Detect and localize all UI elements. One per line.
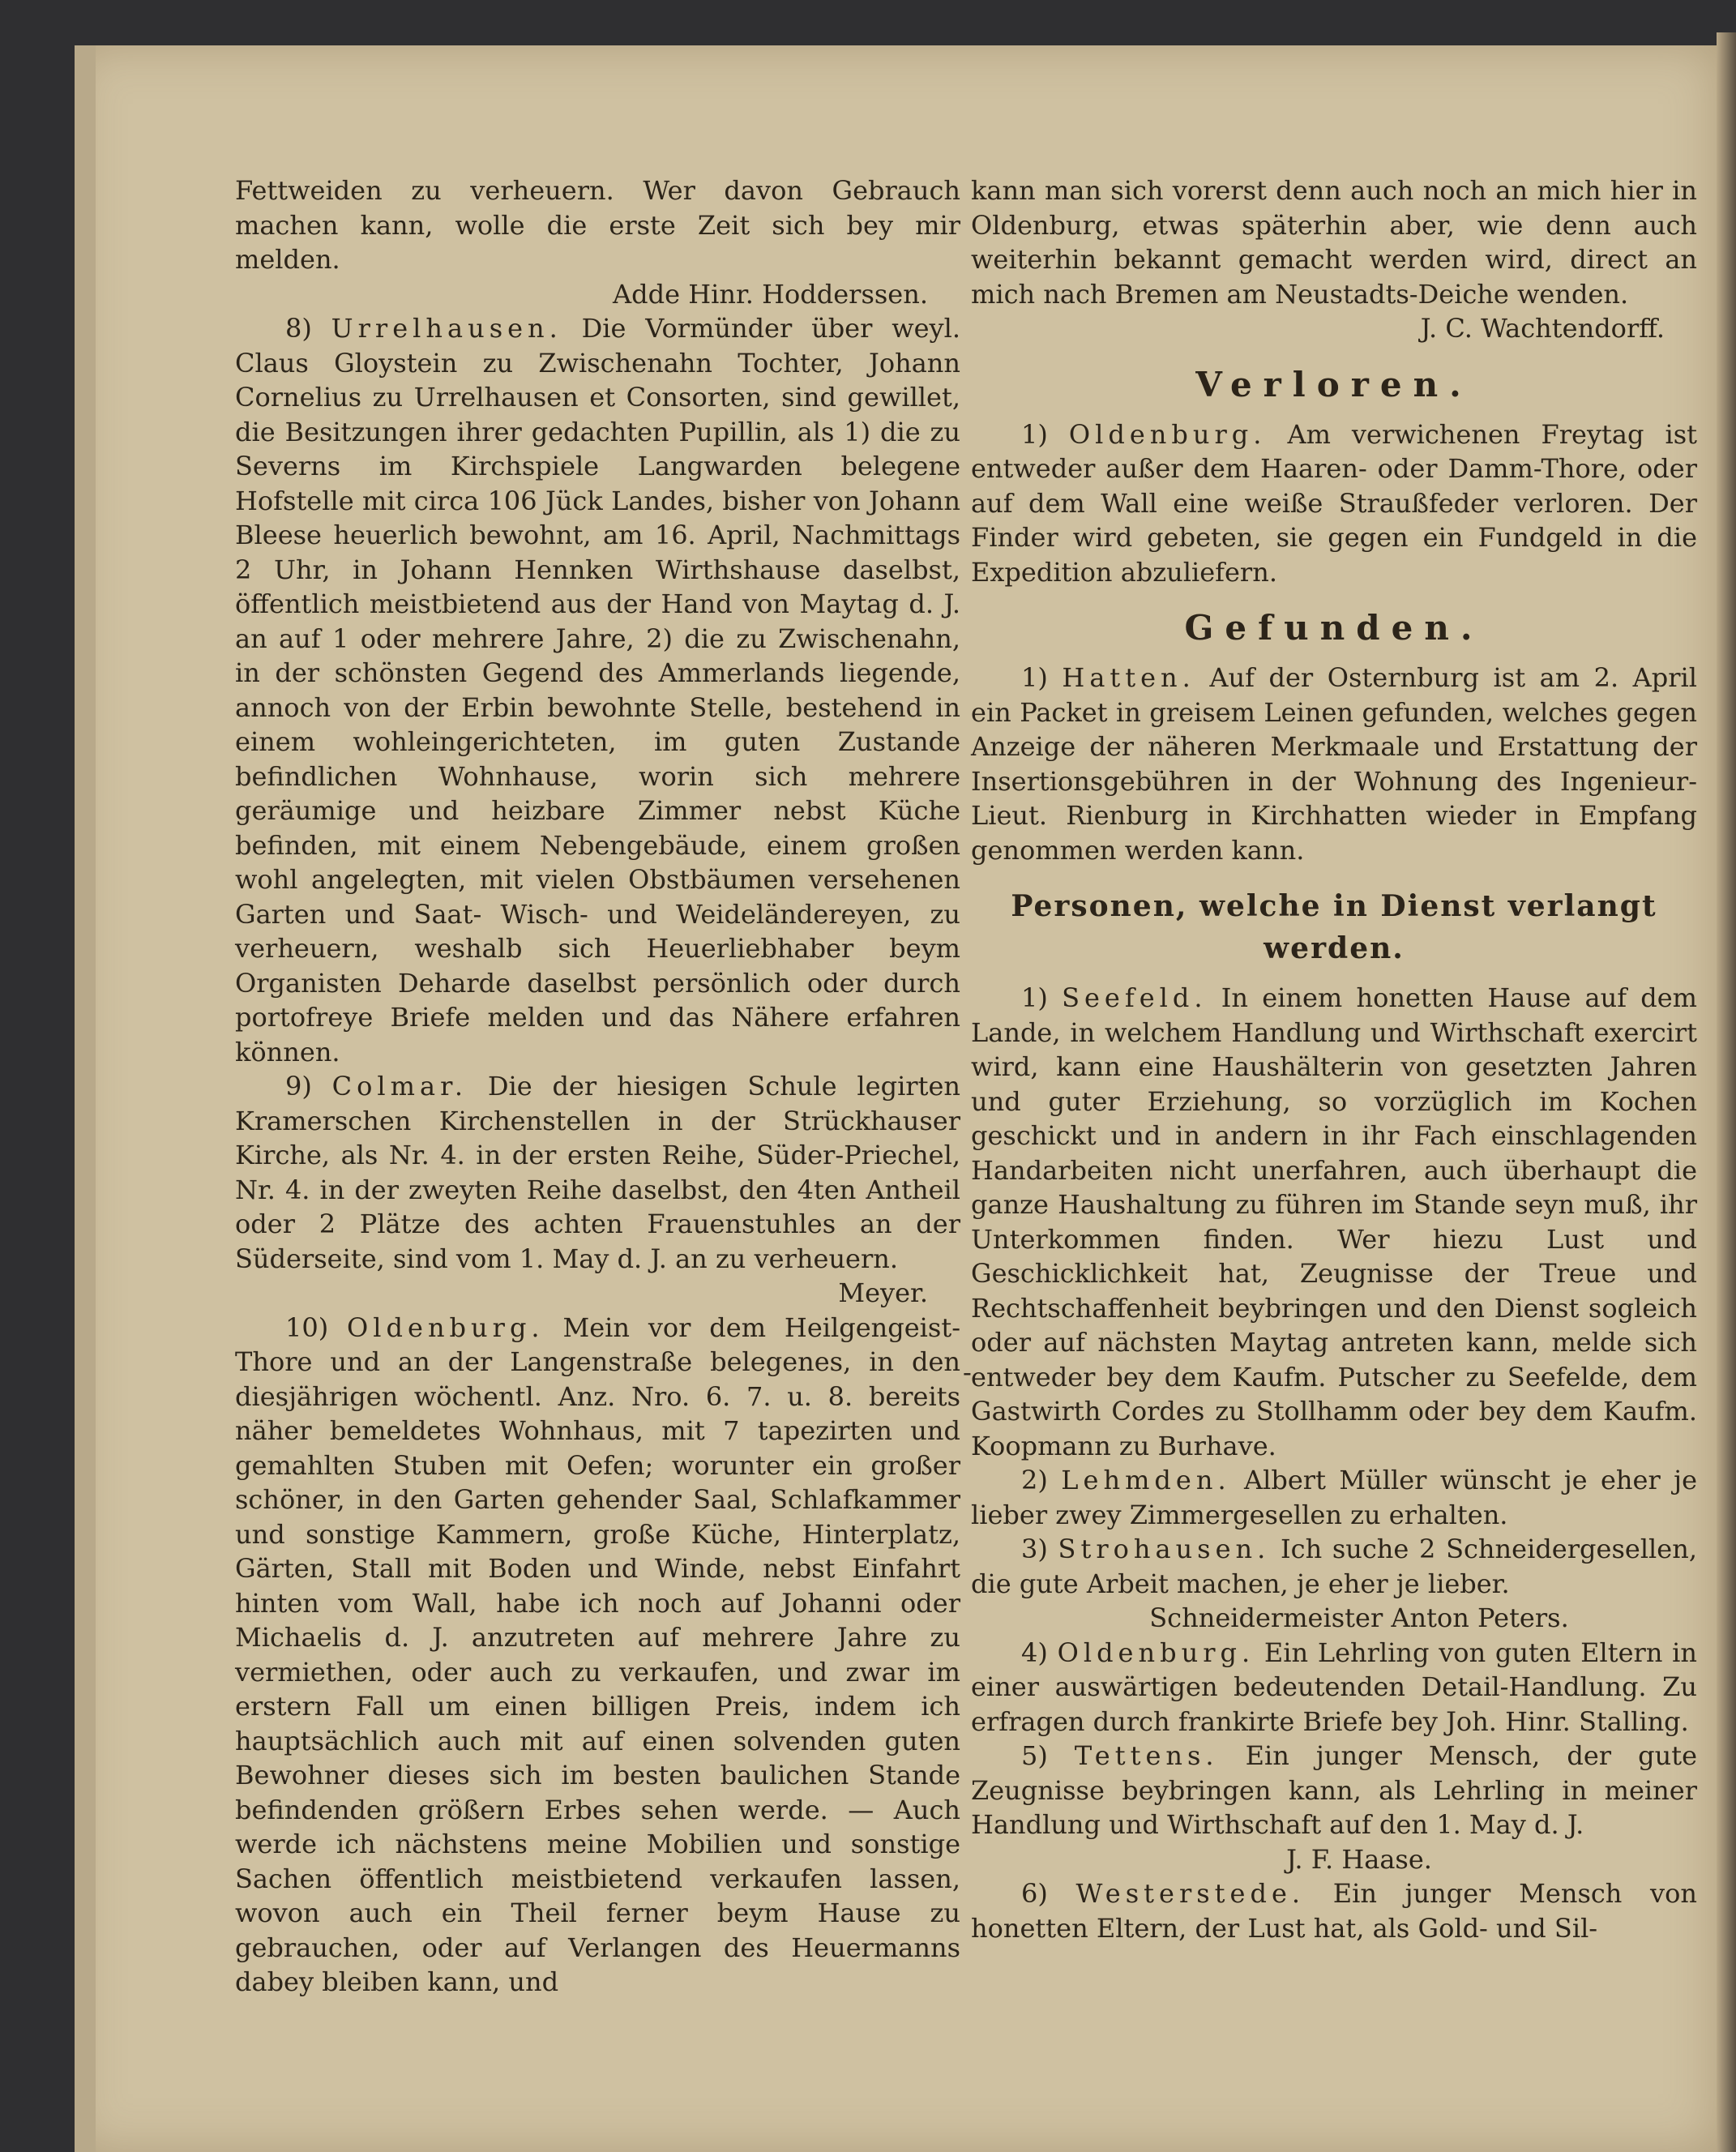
paragraph-text: Die Vormünder über weyl. Claus Gloystein zu Zwischenahn Tochter, Johann Cornelius zu Urrelhausen et Consorten, sind gewillet, die Besitzungen ihrer gedachten Pupillin, als 1) die zu Severns im Kirchspiele Langwarden belegene Hofstelle mit circa 106 Jück Landes, bisher von Johann Bleese heuerlich bewohnt, am 16. April, Nachmittags 2 Uhr, in Johann Hennken Wirthshause daselbst, öffentlich meistbietend aus der Hand von Maytag d. J. an auf 1 oder mehrere Jahre, 2) die zu Zwischenahn, in der schönsten Gegend des Ammerlands liegende, annoch von der Erbin bewohnte Stelle, bestehend in einem wohleingerichteten, im guten Zustande befindlichen Wohnhause, worin sich mehrere geräumige und heizbare Zimmer nebst Küche befinden, mit einem Nebengebäude, einem großen wohl angelegten, mit vielen Obstbäumen versehenen Garten und Saat- Wisch- und Weideländereyen, zu verheuern, weshalb sich Heuerliebhaber beym Organisten Deharde daselbst persönlich oder durch portofreye Briefe melden und das Nähere erfahren können. xyxy=(235,313,961,1067)
paragraph-text: Die der hiesigen Schule legirten Kramerschen Kirchenstellen in der Strückhauser Kirche, als Nr. 4. in der ersten Reihe, Süder-Priechel, Nr. 4. in der zweyten Reihe daselbst, den 4ten Antheil oder 2 Plätze des achten Frauenstuhles an der Süderseite, sind vom 1. May d. J. an zu verheuern. xyxy=(235,1071,961,1274)
signature: J. C. Wachtendorff. xyxy=(1420,313,1665,344)
paragraph xyxy=(971,1636,1697,1739)
place-name: Colmar. xyxy=(331,1071,468,1102)
item-number: 9) xyxy=(285,1071,312,1102)
paragraph xyxy=(971,1463,1697,1532)
paragraph xyxy=(971,1876,1697,1945)
place-name: Strohausen. xyxy=(1058,1534,1271,1564)
paragraph-text: Ein junger Mensch von honetten Eltern, der Lust hat, als Gold- und Sil- xyxy=(971,1878,1698,1944)
book-gutter xyxy=(1717,32,1736,2152)
page-edge xyxy=(75,45,96,2152)
item-number: 1) xyxy=(1021,982,1048,1013)
item-number: 5) xyxy=(1021,1740,1048,1771)
paragraph-text: Mein vor dem Heilgengeist-Thore und an der Langenstraße belegenes, in den diesjährigen wöchentl. Anz. Nro. 6. 7. u. 8. bereits näher bemeldetes Wohnhaus, mit 7 tapezirten und gemahlten Stuben mit Oefen; worunter ein großer schöner, in den Garten gehender Saal, Schlafkammer und sonstige Kammern, große Küche, Hinterplatz, Gärten, Stall mit Boden und Winde, nebst Einfahrt hinten vom Wall, habe ich noch auf Johanni oder Michaelis d. J. anzutreten auf mehrere Jahre zu vermiethen, oder auch zu verkaufen, und zwar im erstern Fall um einen billigen Preis, indem ich hauptsächlich auch mit auf einen solvenden guten Bewohner dieses sich im besten baulichen Stande befindenden größern Erbes sehen werde. — Auch werde ich nächstens meine Mobilien und sonstige Sachen öffentlich meistbietend verkaufen lassen, wovon auch ein Theil ferner beym Hause zu gebrauchen, oder auf Verlangen des Heuermanns dabey bleiben kann, und xyxy=(235,1311,961,1997)
item-number: 2) xyxy=(1021,1465,1048,1495)
place-name: Hatten. xyxy=(1062,662,1195,693)
item-number: 1) xyxy=(1021,662,1048,693)
item-number: 8) xyxy=(285,313,312,344)
right-column xyxy=(971,173,1697,1945)
paragraph xyxy=(235,173,960,311)
paragraph xyxy=(235,1311,960,2000)
place-name: Oldenburg. xyxy=(1057,1636,1255,1668)
place-name: Lehmden. xyxy=(1061,1465,1231,1495)
paragraph-text: Auf der Osternburg ist am 2. April ein Packet in greisem Leinen gefunden, welches gegen Anzeige der näheren Merkmaale und Erstattung der Insertionsgebühren in der Wohnung des Ingenieur-Lieut. Rienburg in Kirchhatten wieder in Empfang genommen werden kann. xyxy=(971,662,1698,866)
paragraph xyxy=(971,1532,1697,1636)
paragraph xyxy=(971,661,1697,867)
section-heading-found: Gefunden. xyxy=(1184,608,1484,648)
place-name: Oldenburg. xyxy=(347,1311,545,1343)
paragraph xyxy=(235,311,960,1069)
paragraph xyxy=(971,173,1697,346)
section-heading-service: Personen, welche in Dienst verlangt werden. xyxy=(1011,889,1657,965)
place-name: Tettens. xyxy=(1074,1740,1219,1771)
item-number: 4) xyxy=(1021,1636,1048,1668)
place-name: Urrelhausen. xyxy=(331,313,562,344)
paragraph xyxy=(235,1069,960,1311)
paragraph-text: Fettweiden zu verheuern. Wer davon Gebrauch machen kann, wolle die erste Zeit sich bey mir melden. xyxy=(235,175,960,275)
item-number: 6) xyxy=(1021,1878,1048,1909)
paragraph-text: Ich suche 2 Schneidergesellen, die gute Arbeit machen, je eher je lieber. xyxy=(971,1534,1698,1599)
signature: Schneidermeister Anton Peters. xyxy=(1149,1602,1569,1633)
paragraph-text: kann man sich vorerst denn auch noch an mich hier in Oldenburg, etwas späterhin aber, wie denn auch weiterhin bekannt gemacht werden wird, direct an mich nach Bremen am Neustadts-Deiche wenden. xyxy=(971,175,1697,310)
signature: Meyer. xyxy=(838,1277,928,1308)
place-name: Westerstede. xyxy=(1075,1878,1306,1909)
paragraph-text: Albert Müller wünscht je eher je lieber zwey Zimmergesellen zu erhalten. xyxy=(971,1465,1698,1530)
hyphen-mark: - xyxy=(963,1357,972,1388)
paragraph xyxy=(971,981,1697,1463)
signature: Adde Hinr. Hodderssen. xyxy=(613,278,928,310)
item-number: 10) xyxy=(285,1311,329,1343)
place-name: Seefeld. xyxy=(1062,982,1208,1013)
item-number: 3) xyxy=(1021,1534,1048,1564)
section-heading-lost: Verloren. xyxy=(1195,364,1473,404)
paragraph-text: Ein junger Mensch, der gute Zeugnisse beybringen kann, als Lehrling in meiner Handlung und Wirthschaft auf den 1. May d. J. xyxy=(971,1740,1698,1840)
paragraph-text: Am verwichenen Freytag ist entweder außer dem Haaren- oder Damm-Thore, oder auf dem Wall eine weiße Straußfeder verloren. Der Finder wird gebeten, sie gegen ein Fundgeld in die Expedition abzuliefern. xyxy=(971,418,1698,588)
paragraph xyxy=(971,417,1697,590)
left-column xyxy=(235,173,960,2000)
paragraph-text: Ein Lehrling von guten Eltern in einer auswärtigen bedeutenden Detail-Handlung. Zu erfragen durch frankirte Briefe bey Joh. Hinr. Stalling. xyxy=(971,1636,1698,1737)
place-name: Oldenburg. xyxy=(1068,418,1267,450)
signature: J. F. Haase. xyxy=(1286,1843,1432,1875)
paragraph xyxy=(971,1739,1697,1876)
item-number: 1) xyxy=(1021,418,1048,450)
paragraph-text: In einem honetten Hause auf dem Lande, in welchem Handlung und Wirthschaft exercirt wird, kann eine Haushälterin von gesetzten Jahren und guter Erziehung, so vorzüglich im Kochen geschickt und in andern in ihr Fach einschlagenden Handarbeiten nicht unerfahren, auch überhaupt die ganze Haushaltung zu führen im Stande seyn muß, ihr Unterkommen finden. Wer hiezu Lust und Geschicklichkeit hat, Zeugnisse der Treue und Rechtschaffenheit beybringen und den Dienst sogleich oder auf nächsten Maytag antreten kann, melde sich entweder bey dem Kaufm. Putscher zu Seefelde, dem Gastwirth Cordes zu Stollhamm oder bey dem Kaufm. Koopmann zu Burhave. xyxy=(971,982,1698,1461)
